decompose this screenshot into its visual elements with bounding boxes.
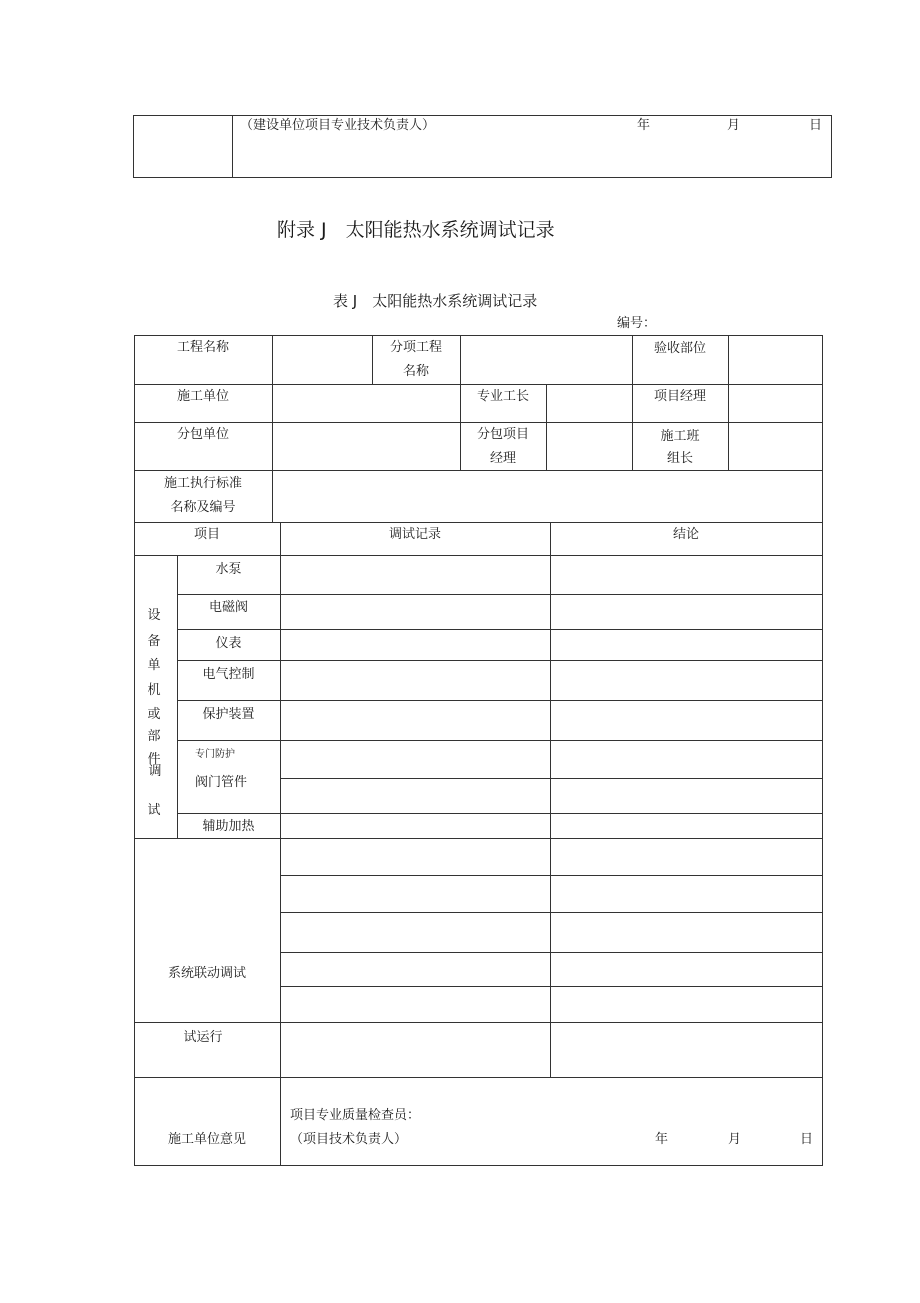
sub-pm-label-line1: 分包项目 — [476, 427, 529, 442]
top-year-label: 年 — [637, 118, 651, 133]
group-char: 或 — [147, 707, 161, 722]
top-day-label: 日 — [809, 118, 823, 133]
tech-lead-label: （项目技术负责人） — [290, 1132, 408, 1147]
standard-label-line1: 施工执行标准 — [163, 476, 242, 491]
subcontract-unit-label: 分包单位 — [176, 427, 229, 442]
equipment-item: 水泵 — [215, 562, 242, 577]
equipment-item: 电磁阀 — [208, 600, 248, 615]
sub-project-label-line1: 分项工程 — [389, 340, 442, 355]
standard-label-line2: 名称及编号 — [170, 500, 236, 515]
system-linkage-label: 系统联动调试 — [167, 966, 246, 981]
group-char: 机 — [147, 683, 161, 698]
column-item-header: 项目 — [193, 527, 220, 542]
opinion-month-label: 月 — [728, 1132, 742, 1147]
column-record-header: 调试记录 — [388, 527, 441, 542]
equipment-item: 辅助加热 — [202, 819, 255, 834]
table-title: 表 J 太阳能热水系统调试记录 — [333, 292, 538, 310]
equipment-item: 保护装置 — [202, 707, 255, 722]
sub-project-label-line2: 名称 — [402, 364, 429, 379]
opinion-year-label: 年 — [655, 1132, 669, 1147]
group-char: 单 — [147, 658, 161, 673]
top-month-label: 月 — [727, 118, 741, 133]
equipment-item: 专门防护 — [195, 749, 235, 760]
trial-run-label: 试运行 — [183, 1030, 223, 1045]
equipment-item: 电气控制 — [202, 667, 255, 682]
quality-inspector-label: 项目专业质量检查员： — [290, 1108, 421, 1123]
group-char: 设 — [147, 608, 161, 623]
sub-pm-label-line2: 经理 — [489, 451, 516, 466]
opinion-label: 施工单位意见 — [167, 1132, 246, 1147]
project-manager-label: 项目经理 — [653, 389, 706, 404]
foreman-label: 专业工长 — [476, 389, 529, 404]
team-leader-label-line2: 组长 — [666, 451, 693, 466]
opinion-day-label: 日 — [800, 1132, 814, 1147]
group-char: 试 — [147, 803, 161, 818]
appendix-title: 附录 J 太阳能热水系统调试记录 — [277, 219, 555, 241]
project-name-label: 工程名称 — [176, 340, 229, 355]
group-char: 调 — [148, 764, 162, 779]
group-char: 部 — [147, 729, 161, 744]
equipment-item: 仪表 — [215, 636, 242, 651]
group-char: 件 — [147, 752, 161, 767]
equipment-item: 阀门管件 — [195, 775, 248, 790]
signer-label: （建设单位项目专业技术负责人） — [240, 118, 436, 133]
serial-number-label: 编号： — [617, 316, 657, 331]
team-leader-label-line1: 施工班 — [660, 429, 700, 444]
column-conclusion-header: 结论 — [672, 527, 699, 542]
acceptance-part-label: 验收部位 — [653, 341, 706, 356]
group-char: 备 — [147, 634, 161, 649]
construction-unit-label: 施工单位 — [176, 389, 229, 404]
